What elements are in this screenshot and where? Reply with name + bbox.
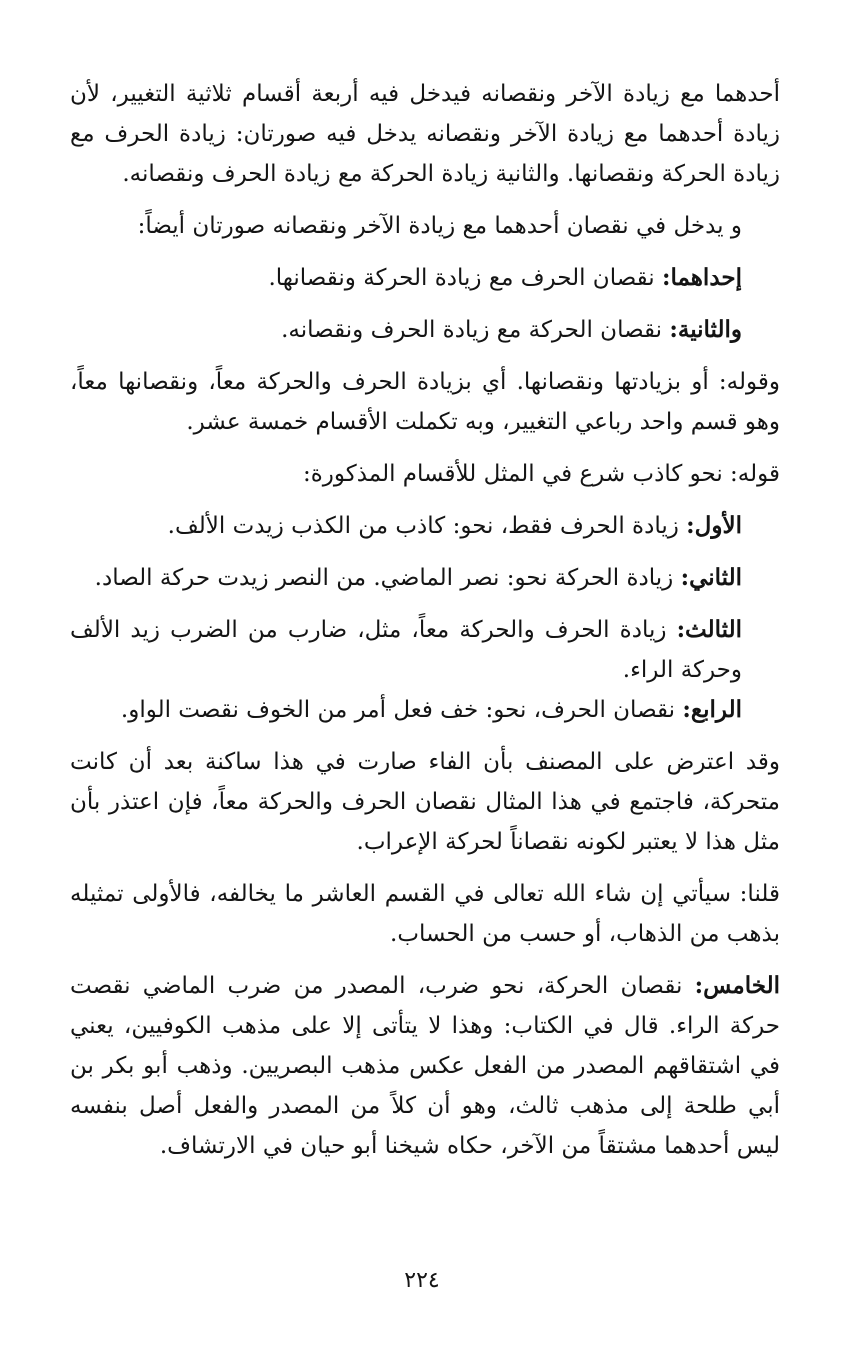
paragraph-9-text: زيادة الحرف والحركة معاً، مثل، ضارب من الضرب زيد الألف وحركة الراء. [70,617,742,683]
paragraph-9 [70,610,780,690]
paragraph-1-text: أحدهما مع زيادة الآخر ونقصانه فيدخل فيه أربعة أقسام ثلاثية التغيير، لأن زيادة أحدهما مع زيادة الآخر ونقصانه يدخل فيه صورتان: زيادة الحرف مع زيادة الحركة ونقصانها. والثانية زيادة الحركة مع زيادة الحرف ونقصانه. [70,81,780,187]
paragraph-9-lead: الثالث: [676,616,742,643]
paragraph-5-text: وقوله: أو بزيادتها ونقصانها. أي بزيادة الحرف والحركة معاً، ونقصانها معاً، وهو قسم واحد رباعي التغيير، وبه تكملت الأقسام خمسة عشر. [70,369,780,435]
paragraph-7-text: زيادة الحرف فقط، نحو: كاذب من الكذب زيدت الألف. [167,513,687,539]
paragraph-5 [70,362,780,442]
paragraph-4-lead: والثانية: [669,316,742,343]
paragraph-8-text: زيادة الحركة نحو: نصر الماضي. من النصر زيدت حركة الصاد. [94,565,681,591]
paragraph-4 [70,310,780,350]
paragraph-11 [70,742,780,862]
page-number: ٢٢٤ [404,1268,440,1293]
paragraph-3-lead: إحداهما: [662,264,742,291]
paragraph-13-text: نقصان الحركة، نحو ضرب، المصدر من ضرب الماضي نقصت حركة الراء. قال في الكتاب: وهذا لا يتأتى إلا على مذهب الكوفيين، يعني في اشتقاقهم المصدر من الفعل عكس مذهب البصريين. وذهب أبو بكر بن أبي طلحة إلى مذهب ثالث، وهو أن كلاً من المصدر والفعل أصل بنفسه ليس أحدهما مشتقاً من الآخر، حكاه شيخنا أبو حيان في الارتشاف. [70,973,780,1159]
paragraph-2 [70,206,780,246]
paragraph-12-text: قلنا: سيأتي إن شاء الله تعالى في القسم العاشر ما يخالفه، فالأولى تمثيله بذهب من الذهاب، أو حسب من الحساب. [70,881,780,947]
paragraph-7 [70,506,780,546]
paragraph-10-lead: الرابع: [682,696,742,723]
paragraph-13 [70,966,780,1166]
paragraph-8-lead: الثاني: [680,564,742,591]
paragraph-6-text: قوله: نحو كاذب شرع في المثل للأقسام المذكورة: [302,461,780,487]
paragraph-8 [70,558,780,598]
paragraph-6 [70,454,780,494]
paragraph-11-text: وقد اعترض على المصنف بأن الفاء صارت في هذا ساكنة بعد أن كانت متحركة، فاجتمع في هذا المثال نقصان الحرف والحركة معاً، فإن اعتذر بأن مثل هذا لا يعتبر لكونه نقصاناً لحركة الإعراب. [70,749,780,855]
paragraph-4-text: نقصان الحركة مع زيادة الحرف ونقصانه. [281,317,670,343]
paragraph-1 [70,74,780,194]
paragraph-10 [70,690,780,730]
paragraph-3 [70,258,780,298]
paragraph-10-text: نقصان الحرف، نحو: خف فعل أمر من الخوف نقصت الواو. [120,697,683,723]
paragraph-3-text: نقصان الحرف مع زيادة الحركة ونقصانها. [268,265,662,291]
paragraph-12 [70,874,780,954]
paragraph-2-text: و يدخل في نقصان أحدهما مع زيادة الآخر ونقصانه صورتان أيضاً: [137,213,742,239]
paragraph-13-lead: الخامس: [694,972,780,999]
paragraph-7-lead: الأول: [686,512,742,539]
